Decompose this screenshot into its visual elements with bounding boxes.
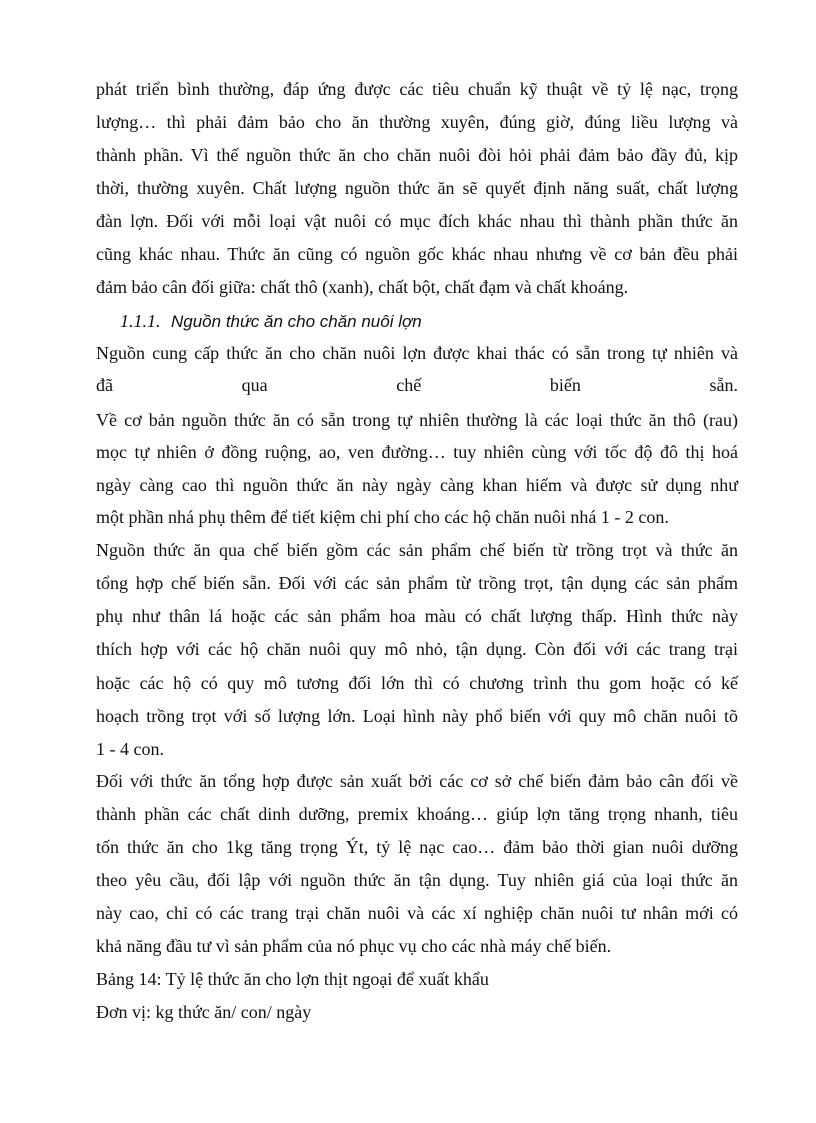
paragraph-3-line-3: ngày càng cao thì nguồn thức ăn này ngày càng khan hiếm và được sử dụng như bbox=[96, 475, 738, 495]
paragraph-1-line-2: lượng… thì phải đảm bảo cho ăn thường xuyên, đúng giờ, đúng liều lượng và bbox=[96, 112, 738, 132]
section-heading bbox=[120, 310, 422, 333]
paragraph-5-line-5: này cao, chỉ có các trang trại chăn nuôi và các xí nghiệp chăn nuôi tư nhân mới có bbox=[96, 903, 738, 923]
paragraph-1-line-7: đảm bảo cân đối giữa: chất thô (xanh), chất bột, chất đạm và chất khoáng. bbox=[96, 277, 629, 297]
section-number: 1.1.1. bbox=[120, 311, 161, 331]
paragraph-5-line-3: tốn thức ăn cho 1kg tăng trọng Ýt, tỷ lệ nạc cao… đảm bảo thời gian nuôi dưỡng bbox=[96, 837, 738, 857]
unit-line: Đơn vị: kg thức ăn/ con/ ngày bbox=[96, 1002, 312, 1022]
paragraph-1-line-4: thời, thường xuyên. Chất lượng nguồn thức ăn sẽ quyết định năng suất, chất lượng bbox=[96, 178, 738, 198]
paragraph-1-line-6: cũng khác nhau. Thức ăn cũng có nguồn gốc khác nhau nhưng về cơ bản đều phải bbox=[96, 244, 738, 264]
paragraph-3-line-2: mọc tự nhiên ở đồng ruộng, ao, ven đường… tuy nhiên cùng với tốc độ đô thị hoá bbox=[96, 442, 738, 462]
table-caption: Bảng 14: Tỷ lệ thức ăn cho lợn thịt ngoại để xuất khẩu bbox=[96, 969, 489, 989]
paragraph-3-line-1: Về cơ bản nguồn thức ăn có sẵn trong tự nhiên thường là các loại thức ăn thô (rau) bbox=[96, 410, 738, 430]
paragraph-4-line-1: Nguồn thức ăn qua chế biến gồm các sản phẩm chế biến từ trồng trọt và thức ăn bbox=[96, 540, 738, 560]
paragraph-4-line-7: 1 - 4 con. bbox=[96, 739, 164, 759]
paragraph-4-line-3: phụ như thân lá hoặc các sản phẩm hoa màu có chất lượng thấp. Hình thức này bbox=[96, 606, 738, 626]
paragraph-3-line-4: một phần nhá phụ thêm để tiết kiệm chi phí cho các hộ chăn nuôi nhá 1 - 2 con. bbox=[96, 507, 669, 527]
paragraph-5-line-1: Đối với thức ăn tổng hợp được sản xuất bởi các cơ sở chế biến đảm bảo cân đối về bbox=[96, 771, 738, 791]
paragraph-4-line-2: tổng hợp chế biến sẵn. Đối với các sản phẩm từ trồng trọt, tận dụng các sản phẩm bbox=[96, 573, 738, 593]
section-title: Nguồn thức ăn cho chăn nuôi lợn bbox=[171, 312, 422, 331]
paragraph-2-line-2: đã qua chế biến sẵn. bbox=[96, 375, 738, 395]
paragraph-5-line-6: khả năng đầu tư vì sản phẩm của nó phục vụ cho các nhà máy chế biến. bbox=[96, 936, 612, 956]
paragraph-1-line-3: thành phần. Vì thế nguồn thức ăn cho chăn nuôi đòi hỏi phải đảm bảo đầy đủ, kịp bbox=[96, 145, 738, 165]
paragraph-4-line-4: thích hợp với các hộ chăn nuôi quy mô nhỏ, tận dụng. Còn đối với các trang trại bbox=[96, 639, 738, 659]
paragraph-4-line-6: hoạch trồng trọt với số lượng lớn. Loại hình này phổ biến với quy mô chăn nuôi tõ bbox=[96, 706, 738, 726]
paragraph-1-line-5: đàn lợn. Đối với mỗi loại vật nuôi có mục đích khác nhau thì thành phần thức ăn bbox=[96, 211, 738, 231]
paragraph-5-line-2: thành phần các chất dinh dưỡng, premix khoáng… giúp lợn tăng trọng nhanh, tiêu bbox=[96, 804, 738, 824]
paragraph-5-line-4: theo yêu cầu, đối lập với nguồn thức ăn tận dụng. Tuy nhiên giá của loại thức ăn bbox=[96, 870, 738, 890]
paragraph-2-line-1: Nguồn cung cấp thức ăn cho chăn nuôi lợn được khai thác có sẵn trong tự nhiên và bbox=[96, 343, 738, 363]
paragraph-1-line-1: phát triển bình thường, đáp ứng được các tiêu chuẩn kỹ thuật về tỷ lệ nạc, trọng bbox=[96, 79, 738, 99]
paragraph-4-line-5: hoặc các hộ có quy mô tương đối lớn thì có chương trình thu gom hoặc có kế bbox=[96, 673, 738, 693]
